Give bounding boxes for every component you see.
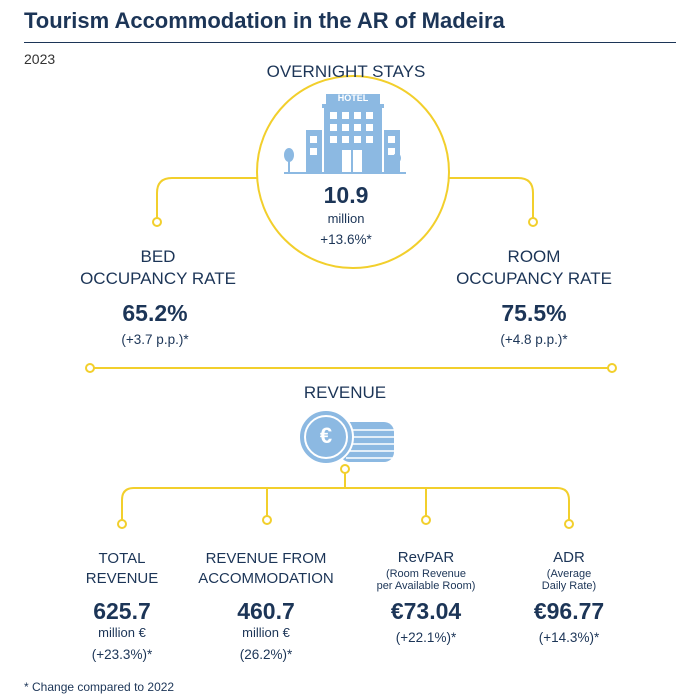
overnight-label: OVERNIGHT STAYS xyxy=(266,62,426,81)
adr-label: ADR xyxy=(553,549,585,566)
revpar-sublabel: (Room Revenue per Available Room) xyxy=(376,568,476,592)
connector-bed xyxy=(157,178,257,218)
room-occupancy-value: 75.5% xyxy=(501,300,567,326)
total-revenue-unit: million € xyxy=(98,625,146,640)
revenue-tree xyxy=(122,488,569,520)
adr-sublabel: (Average Daily Rate) xyxy=(541,568,597,592)
total-revenue-label: TOTAL REVENUE xyxy=(85,550,159,587)
room-occupancy-change: (+4.8 p.p.)* xyxy=(500,332,568,347)
adr-change: (+14.3%)* xyxy=(538,630,600,645)
hotel-sign-text: HOTEL xyxy=(337,93,369,103)
revenue-label: REVENUE xyxy=(303,383,387,402)
coins-icon xyxy=(299,410,394,464)
room-occupancy-label: ROOM OCCUPANCY RATE xyxy=(456,247,612,288)
overnight-change: +13.6%* xyxy=(320,232,372,247)
bed-occupancy-change: (+3.7 p.p.)* xyxy=(121,332,189,347)
bed-occupancy-label: BED OCCUPANCY RATE xyxy=(80,247,236,288)
page-title: Tourism Accommodation in the AR of Madeira xyxy=(24,8,505,33)
bed-occupancy-value: 65.2% xyxy=(122,300,188,326)
euro-icon: € xyxy=(319,423,333,448)
revpar-change: (+22.1%)* xyxy=(395,630,457,645)
connector-bed-dot xyxy=(153,218,161,226)
revpar-value: €73.04 xyxy=(390,598,462,624)
accommodation-revenue-change: (26.2%)* xyxy=(239,647,293,662)
total-revenue-value: 625.7 xyxy=(93,598,151,624)
accommodation-revenue-unit: million € xyxy=(242,625,290,640)
overnight-value: 10.9 xyxy=(323,182,369,208)
connector-room-dot xyxy=(529,218,537,226)
total-revenue-change: (+23.3%)* xyxy=(91,647,153,662)
year-label: 2023 xyxy=(24,51,56,67)
revpar-label: RevPAR xyxy=(397,549,455,566)
overnight-unit: million xyxy=(327,211,365,226)
hotel-icon xyxy=(284,94,406,174)
accommodation-revenue-label: REVENUE FROM ACCOMMODATION xyxy=(198,550,334,587)
adr-value: €96.77 xyxy=(533,598,605,624)
accommodation-revenue-value: 460.7 xyxy=(237,598,295,624)
connector-room xyxy=(449,178,533,218)
footnote: * Change compared to 2022 xyxy=(24,680,175,694)
